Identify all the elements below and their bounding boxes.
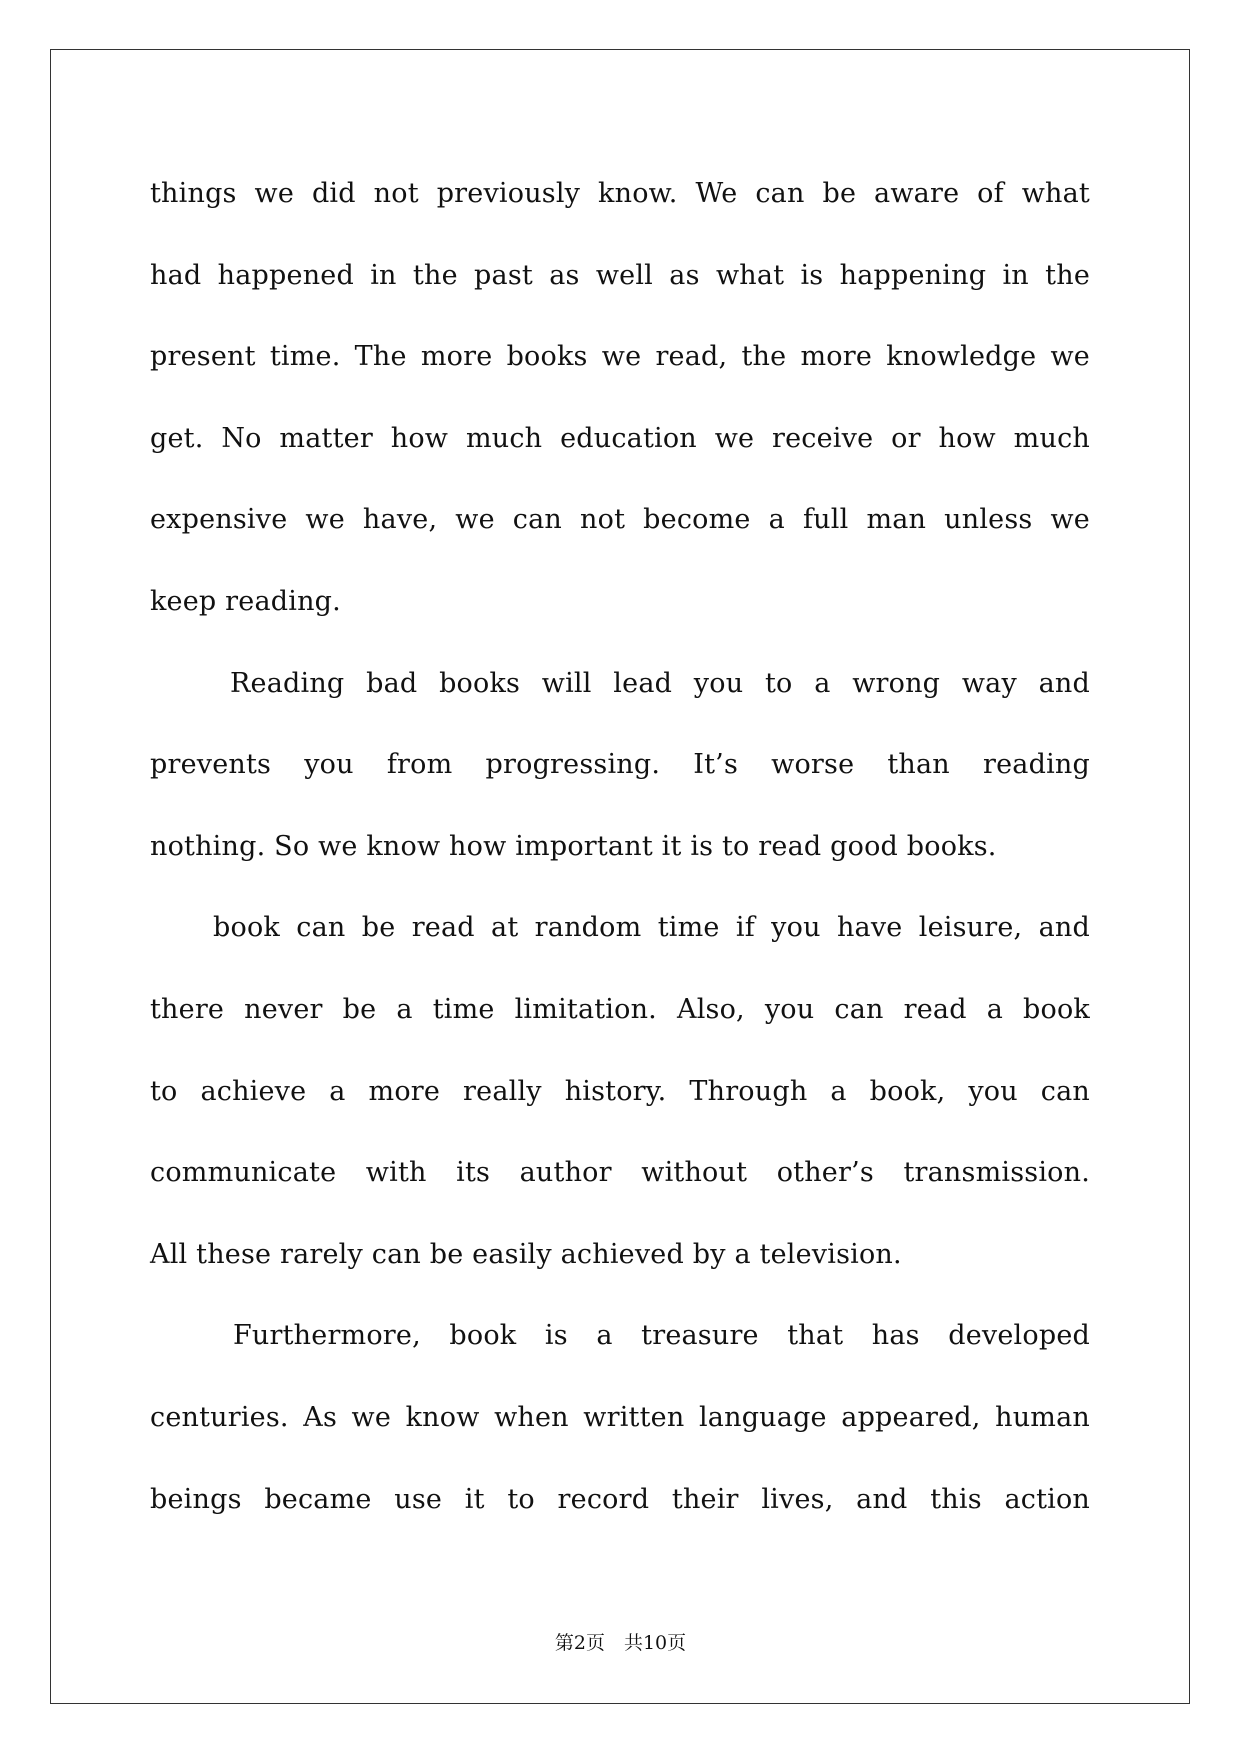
text-line: centuries. As we know when written language appeared, human bbox=[150, 1401, 1090, 1433]
text-line: things we did not previously know. We can be aware of what bbox=[150, 178, 1090, 209]
text-line: present time. The more books we read, the more knowledge we bbox=[150, 341, 1090, 373]
text-line: to achieve a more really history. Through a book, you can bbox=[150, 1075, 1090, 1107]
document-body bbox=[150, 153, 1090, 1540]
text-line: prevents you from progressing. It’s worse than reading bbox=[150, 749, 1090, 781]
page-number-footer: 第2页 共10页 bbox=[554, 1632, 687, 1654]
text-line: All these rarely can be easily achieved by a television. bbox=[150, 1238, 902, 1270]
text-line: had happened in the past as well as what is happening in the bbox=[150, 259, 1090, 291]
text-line: book can be read at random time if you have leisure, and bbox=[213, 912, 1090, 944]
text-line: Reading bad books will lead you to a wrong way and bbox=[230, 667, 1090, 699]
text-line: beings became use it to record their lives, and this action bbox=[150, 1483, 1090, 1515]
text-line: get. No matter how much education we receive or how much bbox=[150, 422, 1090, 454]
text-line: expensive we have, we can not become a full man unless we bbox=[150, 504, 1090, 536]
text-line: there never be a time limitation. Also, you can read a book bbox=[150, 993, 1090, 1025]
text-line: communicate with its author without other’s transmission. bbox=[150, 1157, 1090, 1189]
text-line: Furthermore, book is a treasure that has developed bbox=[233, 1320, 1090, 1352]
text-line: keep reading. bbox=[150, 585, 341, 617]
text-line: nothing. So we know how important it is to read good books. bbox=[150, 830, 997, 862]
